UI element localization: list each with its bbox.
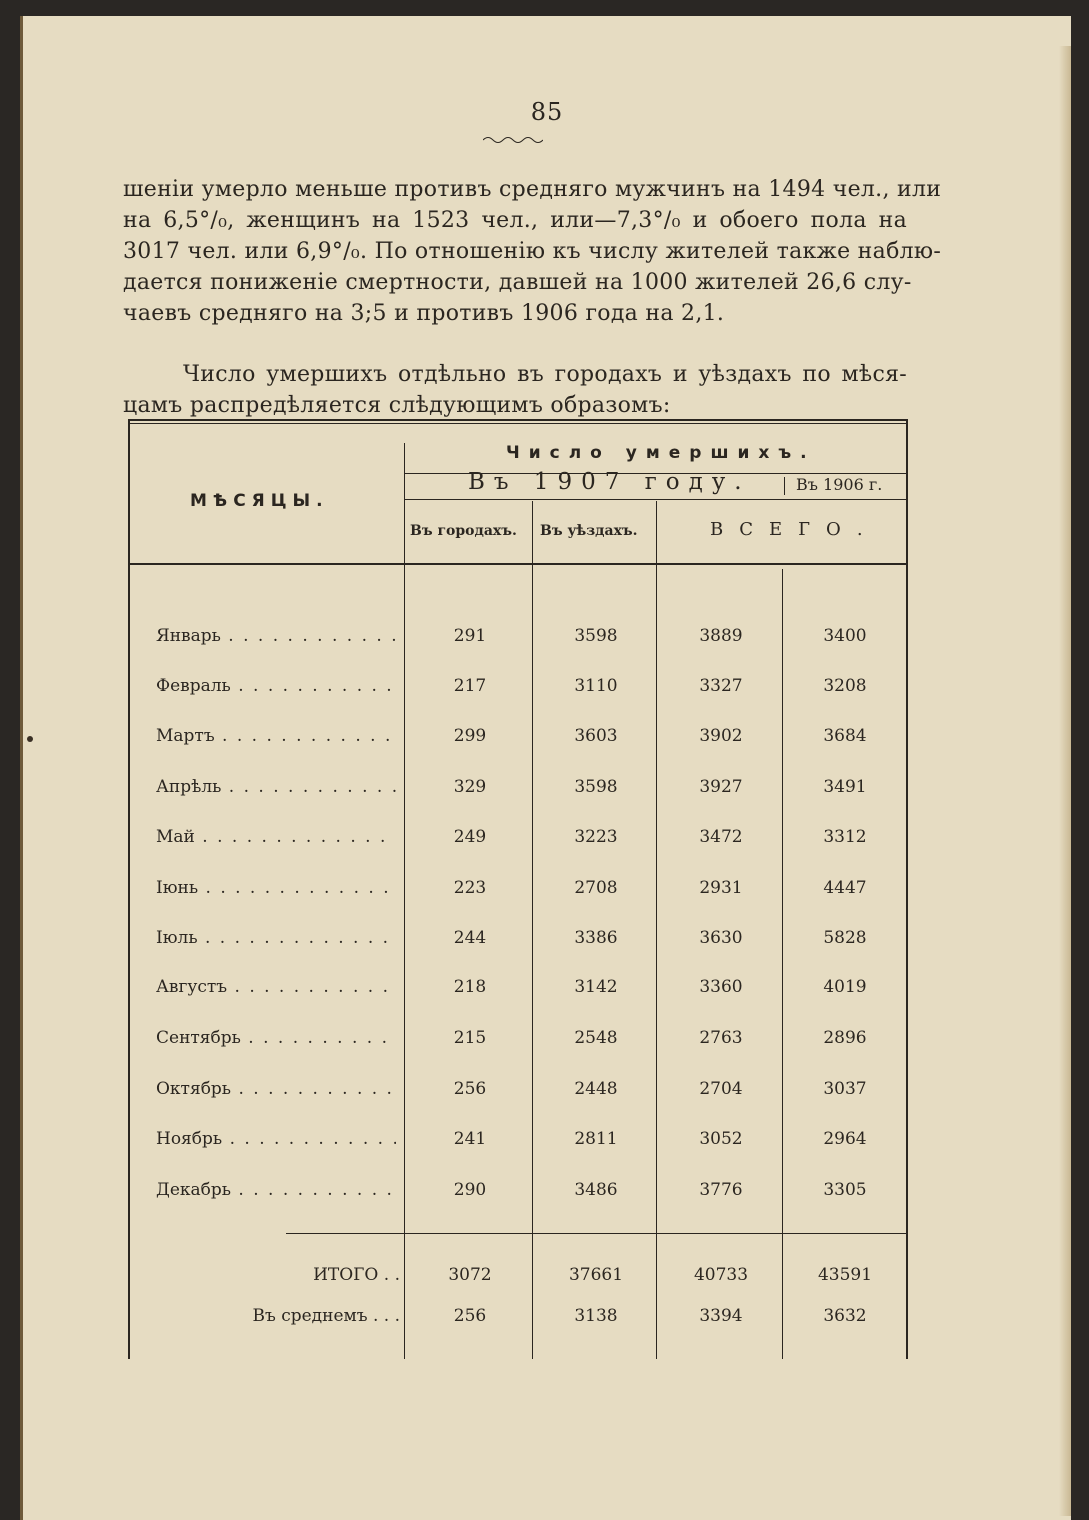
districts-cell: 2548 xyxy=(574,1028,618,1048)
header-deaths: Число умершихъ. xyxy=(506,443,816,463)
binding-mark xyxy=(27,736,33,742)
districts-cell: 3603 xyxy=(574,726,618,746)
towns-cell: 241 xyxy=(453,1129,487,1149)
page-edge-shadow xyxy=(1059,46,1071,1516)
table-row xyxy=(128,777,908,807)
paragraph-mortality xyxy=(123,174,942,329)
month-label: Май . . . xyxy=(156,827,396,847)
y1906-cell: 3491 xyxy=(823,777,867,797)
month-label: Декабрь . . . xyxy=(156,1180,396,1200)
total-cell: 2763 xyxy=(699,1028,743,1048)
table-row xyxy=(128,1079,908,1109)
total-cell: 3889 xyxy=(699,626,743,646)
total-cell: 3052 xyxy=(699,1129,743,1149)
total-cell: 3776 xyxy=(699,1180,743,1200)
paragraph-line: 3017 чел. или 6,9°/₀. По отношенiю къ числу жителей также наблю- xyxy=(123,239,942,264)
table-row xyxy=(128,626,908,656)
month-label: Апрѣль . . . xyxy=(156,777,396,797)
y1906-cell: 2896 xyxy=(823,1028,867,1048)
districts-cell: 3598 xyxy=(574,626,618,646)
header-1906: Въ 1906 г. xyxy=(796,475,883,494)
table-row xyxy=(128,827,908,857)
total-cell: 40733 xyxy=(693,1265,749,1285)
y1906-cell: 3632 xyxy=(823,1306,867,1326)
paragraph-table-intro xyxy=(123,359,907,421)
table-row xyxy=(128,878,908,908)
towns-cell: 256 xyxy=(453,1079,487,1099)
total-cell: 3927 xyxy=(699,777,743,797)
districts-cell: 3386 xyxy=(574,928,618,948)
table-row xyxy=(128,676,908,706)
towns-cell: 291 xyxy=(453,626,487,646)
towns-cell: 215 xyxy=(453,1028,487,1048)
districts-cell: 3223 xyxy=(574,827,618,847)
paragraph-line: на 6,5°/₀, женщинъ на 1523 чел., или—7,3°/₀ и обоего пола на xyxy=(123,208,907,233)
deaths-table xyxy=(128,419,908,1359)
table-row xyxy=(128,1028,908,1058)
paragraph-line: шенiи умерло меньше противъ средняго мужчинъ на 1494 чел., или xyxy=(123,177,942,202)
districts-cell: 3138 xyxy=(574,1306,618,1326)
y1906-cell: 3312 xyxy=(823,827,867,847)
towns-cell: 290 xyxy=(453,1180,487,1200)
month-label: Мартъ . . . xyxy=(156,726,396,746)
towns-cell: 3072 xyxy=(448,1265,492,1285)
y1906-cell: 2964 xyxy=(823,1129,867,1149)
book-page xyxy=(20,16,1071,1520)
districts-cell: 2708 xyxy=(574,878,618,898)
average-row xyxy=(128,1306,908,1336)
towns-cell: 244 xyxy=(453,928,487,948)
table-top-rule xyxy=(128,419,908,421)
average-label: Въ среднемъ . . . xyxy=(252,1306,400,1326)
districts-cell: 3142 xyxy=(574,977,618,997)
total-cell: 3394 xyxy=(699,1306,743,1326)
total-cell: 3630 xyxy=(699,928,743,948)
y1906-cell: 5828 xyxy=(823,928,867,948)
page-number: 85 xyxy=(530,98,564,126)
districts-cell: 37661 xyxy=(568,1265,624,1285)
districts-cell: 2448 xyxy=(574,1079,618,1099)
y1906-cell: 3400 xyxy=(823,626,867,646)
y1906-cell: 4447 xyxy=(823,878,867,898)
paragraph-line: дается пониженiе смертности, давшей на 1000 жителей 26,6 слу- xyxy=(123,270,912,295)
paragraph-line: Число умершихъ отдѣльно въ городахъ и уѣздахъ по мѣся- xyxy=(183,362,907,387)
month-label: Августъ . . . xyxy=(156,977,396,997)
y1906-cell: 3684 xyxy=(823,726,867,746)
y1906-cell: 3305 xyxy=(823,1180,867,1200)
towns-cell: 249 xyxy=(453,827,487,847)
header-bottom-rule xyxy=(128,563,908,565)
y1906-cell: 3037 xyxy=(823,1079,867,1099)
header-rule xyxy=(404,499,906,500)
paragraph-line: цамъ распредѣляется слѣдующимъ образомъ: xyxy=(123,393,671,418)
month-label: Октябрь . . . xyxy=(156,1079,396,1099)
paragraph-line: чаевъ средняго на 3;5 и противъ 1906 года на 2,1. xyxy=(123,301,725,326)
total-row xyxy=(128,1265,908,1295)
total-rule xyxy=(286,1233,906,1234)
table-row xyxy=(128,1129,908,1159)
table-row xyxy=(128,726,908,756)
towns-cell: 256 xyxy=(453,1306,487,1326)
header-1907: Въ 1907 году. xyxy=(468,469,751,495)
y1906-cell: 4019 xyxy=(823,977,867,997)
table-row xyxy=(128,1180,908,1210)
month-label: Январь . . . xyxy=(156,626,396,646)
header-total: ВСЕГО. xyxy=(710,519,879,540)
towns-cell: 217 xyxy=(453,676,487,696)
table-row xyxy=(128,928,908,958)
month-label: Сентябрь . . . xyxy=(156,1028,396,1048)
y1906-cell: 43591 xyxy=(817,1265,873,1285)
table-top-rule xyxy=(128,423,908,424)
header-districts: Въ уѣздахъ. xyxy=(540,523,638,539)
towns-cell: 218 xyxy=(453,977,487,997)
month-label: Iюль . . . xyxy=(156,928,396,948)
total-cell: 3472 xyxy=(699,827,743,847)
districts-cell: 3598 xyxy=(574,777,618,797)
total-label: ИТОГО . . xyxy=(313,1265,400,1285)
districts-cell: 3110 xyxy=(574,676,618,696)
month-label: Ноябрь . . . xyxy=(156,1129,396,1149)
towns-cell: 329 xyxy=(453,777,487,797)
total-cell: 3902 xyxy=(699,726,743,746)
month-label: Февраль . . . xyxy=(156,676,396,696)
total-cell: 2704 xyxy=(699,1079,743,1099)
total-cell: 2931 xyxy=(699,878,743,898)
towns-cell: 223 xyxy=(453,878,487,898)
ornament-icon xyxy=(483,134,543,144)
table-row xyxy=(128,977,908,1007)
total-cell: 3327 xyxy=(699,676,743,696)
towns-cell: 299 xyxy=(453,726,487,746)
districts-cell: 3486 xyxy=(574,1180,618,1200)
header-towns: Въ городахъ. xyxy=(410,523,517,539)
y1906-cell: 3208 xyxy=(823,676,867,696)
month-label: Iюнь . . . xyxy=(156,878,396,898)
total-cell: 3360 xyxy=(699,977,743,997)
districts-cell: 2811 xyxy=(574,1129,618,1149)
column-rule xyxy=(784,477,785,495)
header-months: МѢСЯЦЫ. xyxy=(190,491,329,511)
